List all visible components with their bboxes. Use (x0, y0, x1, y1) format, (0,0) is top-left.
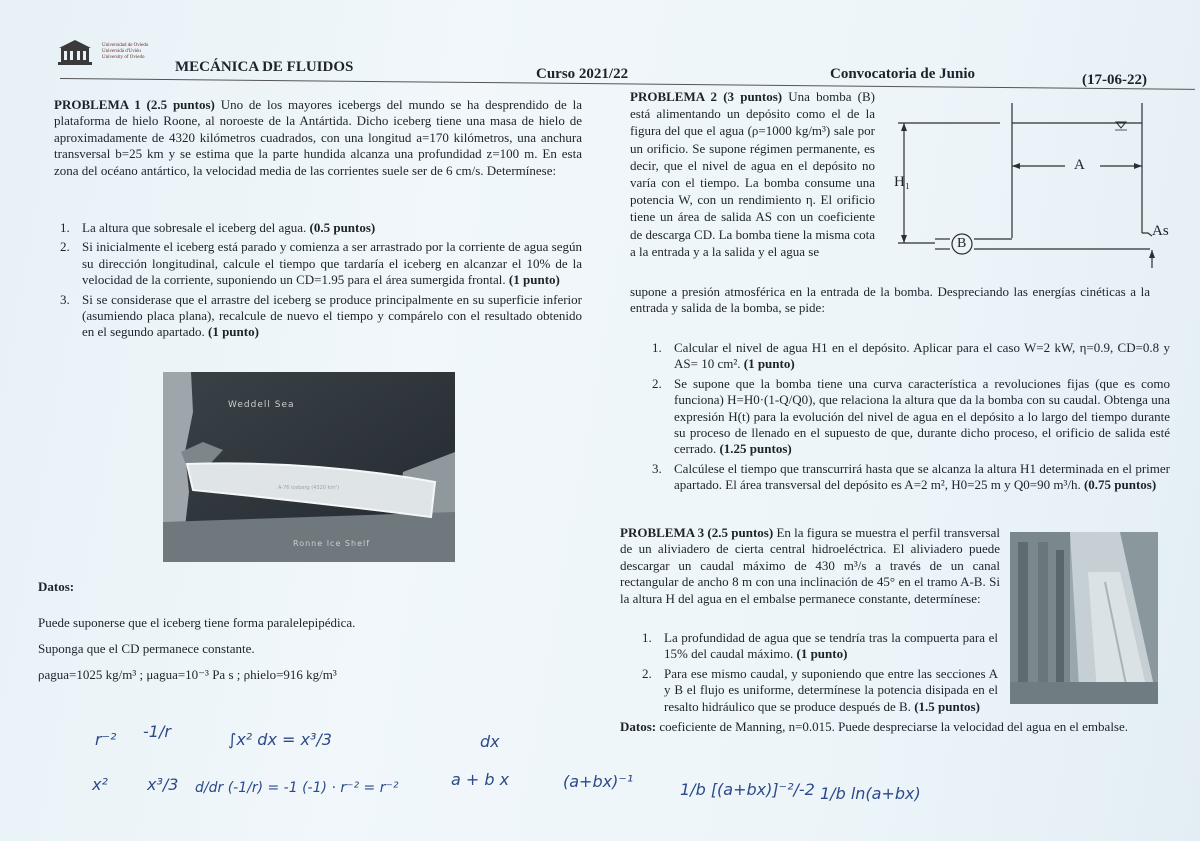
problem-3-items (636, 630, 998, 718)
list-item (54, 292, 582, 341)
photo-label-sea: Weddell Sea (228, 400, 295, 410)
problem-1-items (54, 220, 582, 344)
course-title: MECÁNICA DE FLUIDOS (175, 59, 354, 75)
datos-line: Suponga que el CD permanece constante. (38, 641, 255, 656)
problem-1-intro (54, 97, 582, 179)
problem-2-text: Una bomba (B) está alimentando un depósito como el de la figura del que el agua (ρ=1000 kg/m³) sale por un orificio. Se supone régimen permanente, es decir, que el nivel de agua en el depósito no varía con el tiempo. La bomba consume una potencia W, con un rendimiento η. El orificio tiene un área de salida AS con un coeficiente de descarga CD. La bomba tiene la misma cota a la entrada y a la salida y el agua se (630, 89, 875, 259)
item-number: 2. (60, 239, 70, 255)
list-item (646, 376, 1170, 458)
problem-2-intro-full: supone a presión atmosférica en la entrada de la bomba. Despreciando las energías cinéticas a la entrada y salida de la bomba, se pide: (630, 284, 1150, 316)
handwritten-note: ∫x² dx = x³/3 (228, 730, 332, 749)
spillway-photo (1010, 532, 1158, 704)
datos-line: ρagua=1025 kg/m³ ; μagua=10⁻³ Pa s ; ρhielo=916 kg/m³ (38, 667, 337, 682)
handwritten-note: (a+bx)⁻¹ (563, 772, 634, 791)
exam-date: (17-06-22) (1082, 72, 1147, 88)
problem-2-intro (630, 88, 875, 260)
problem-3-datos-text: coeficiente de Manning, n=0.015. Puede despreciarse la velocidad del agua en el embalse. (659, 719, 1129, 734)
problem-2-title: PROBLEMA 2 (3 puntos) (630, 89, 783, 104)
item-points: (1.5 puntos) (914, 698, 980, 714)
handwritten-note: -1/r (143, 722, 171, 741)
list-item (636, 666, 998, 715)
item-text: Si inicialmente el iceberg está parado y comienza a ser arrastrado por la corriente de agua según su dirección longitudinal, calcule el tiempo que tardaría el iceberg en alcanzar el 10% de la velocidad de la corriente, suponiendo un CD=1.95 para el área sumergida frontal. (82, 239, 582, 288)
item-number: 3. (652, 460, 662, 476)
handwritten-note: x² (92, 775, 108, 794)
item-text: Si se considerase que el arrastre del iceberg se produce principalmente en su superficie inferior (asumiendo placa plana), recalcule de nuevo el tiempo y compárelo con el resultado obtenido en el segundo apartado. (82, 291, 582, 340)
item-points: (0.5 puntos) (309, 220, 376, 235)
list-item (54, 239, 582, 288)
university-name (102, 43, 148, 61)
item-number: 1. (642, 630, 652, 645)
handwritten-note: 1/b [(a+bx)]⁻²/-2 (680, 780, 815, 799)
tank-figure (890, 98, 1180, 268)
handwritten-note: a + b x (451, 770, 510, 789)
item-text: La profundidad de agua que se tendría tras la compuerta para el 15% del caudal máximo. (664, 630, 998, 662)
item-text: La altura que sobresale el iceberg del agua. (82, 220, 307, 235)
handwritten-note: d/dr (-1/r) = -1 (-1) · r⁻² = r⁻² (195, 780, 399, 796)
list-item (646, 340, 1170, 373)
item-number: 2. (652, 375, 662, 391)
fig-label-as: As (1152, 223, 1169, 239)
item-text: Calcúlese el tiempo que transcurrirá hasta que se alcanza la altura H1 determinada en el primer apartado. El área transversal del depósito es A=2 m², H0=25 m y Q0=90 m³/h. (674, 460, 1170, 493)
item-text: Calcular el nivel de agua H1 en el depósito. Aplicar para el caso W=2 kW, η=0.9, CD=0.8 y AS= 10 cm². (674, 340, 1170, 372)
problem-3-text: En la figura se muestra el perfil transversal de un aliviadero de cierta central hidroeléctrica. El aliviadero puede descargar un caudal máximo de 430 m³/s a través de un canal rectangular de ancho 8 m con una inclinación de 45° en el tramo A-B. Si la altura H del agua en el embalse permanece constante, determínese: (620, 525, 1000, 606)
item-points: (1 punto) (743, 356, 795, 372)
item-number: 2. (642, 665, 652, 681)
fig-label-h1: H₁ (894, 174, 911, 190)
problem-1-title: PROBLEMA 1 (2.5 puntos) (54, 97, 215, 112)
handwritten-note: 1/b ln(a+bx) (820, 784, 921, 803)
university-line: Universidá d'Uviéu (102, 49, 141, 54)
problem-3-datos-label: Datos: (620, 719, 657, 734)
item-points: (0.75 puntos) (1083, 477, 1157, 493)
exam-session: Convocatoria de Junio (830, 66, 976, 82)
handwritten-note: x³/3 (147, 775, 179, 794)
handwritten-note: dx (480, 732, 500, 751)
problem-3-datos (620, 719, 1148, 735)
list-item (636, 630, 998, 663)
problem-1-datos (38, 615, 355, 683)
iceberg-satellite-photo (163, 372, 455, 562)
item-number: 1. (60, 220, 70, 235)
handwritten-note: r⁻² (95, 730, 117, 749)
list-item (54, 220, 582, 236)
university-line: Universidad de Oviedo (102, 43, 149, 48)
problem-1-text: Uno de los mayores icebergs del mundo se ha desprendido de la plataforma de hielo Roone, al noroeste de la Antártida. Dicho iceberg tiene una masa de hielo de aproximadamente de 4320 kilómetros cuadrados, con una longitud a=170 kilómetros, una anchura transversal b=25 km y se estima que la parte hundida alcanza una profundidad z=100 m. En esta zona del océano antártico, la velocidad media de las corrientes suele ser de 6 cm/s. Determínese: (54, 97, 582, 178)
item-number: 3. (60, 291, 70, 307)
item-text: Se supone que la bomba tiene una curva característica a revoluciones fijas (que es como funciona) H=H0·(1-Q/Q0), que relaciona la altura que da la bomba con su caudal. Obtenga una expresión H(t) para la evolución del nivel de agua en el depósito a lo largo del tiempo durante su proceso de llenado en el supuesto de que, durante dicho proceso, el orificio de salida esté cerrado. (674, 375, 1170, 457)
item-points: (1 punto) (796, 646, 848, 662)
list-item (646, 461, 1170, 494)
item-points: (1 punto) (508, 272, 560, 288)
problem-3-intro (620, 525, 1000, 607)
fig-label-b: B (957, 236, 967, 251)
item-text: Para ese mismo caudal, y suponiendo que entre las secciones A y B el flujo es uniforme, determínese la potencia disipada en el resalto hidráulico que se produce después de B. (664, 665, 998, 714)
problem-1-datos-title: Datos: (38, 579, 75, 594)
photo-label-shelf: Ronne Ice Shelf (293, 539, 371, 548)
item-points: (1 punto) (207, 324, 259, 340)
course-year: Curso 2021/22 (536, 66, 629, 82)
problem-3-title: PROBLEMA 3 (2.5 puntos) (620, 525, 774, 540)
university-line: University of Oviedo (102, 55, 145, 60)
item-points: (1.25 puntos) (719, 441, 792, 457)
photo-label-berg: A-76 iceberg (4320 km²) (278, 485, 340, 491)
datos-line: Puede suponerse que el iceberg tiene forma paralelepipédica. (38, 615, 356, 630)
university-logo (55, 38, 95, 66)
problem-2-items (646, 340, 1170, 497)
item-number: 1. (652, 340, 662, 355)
fig-label-a: A (1074, 157, 1085, 173)
